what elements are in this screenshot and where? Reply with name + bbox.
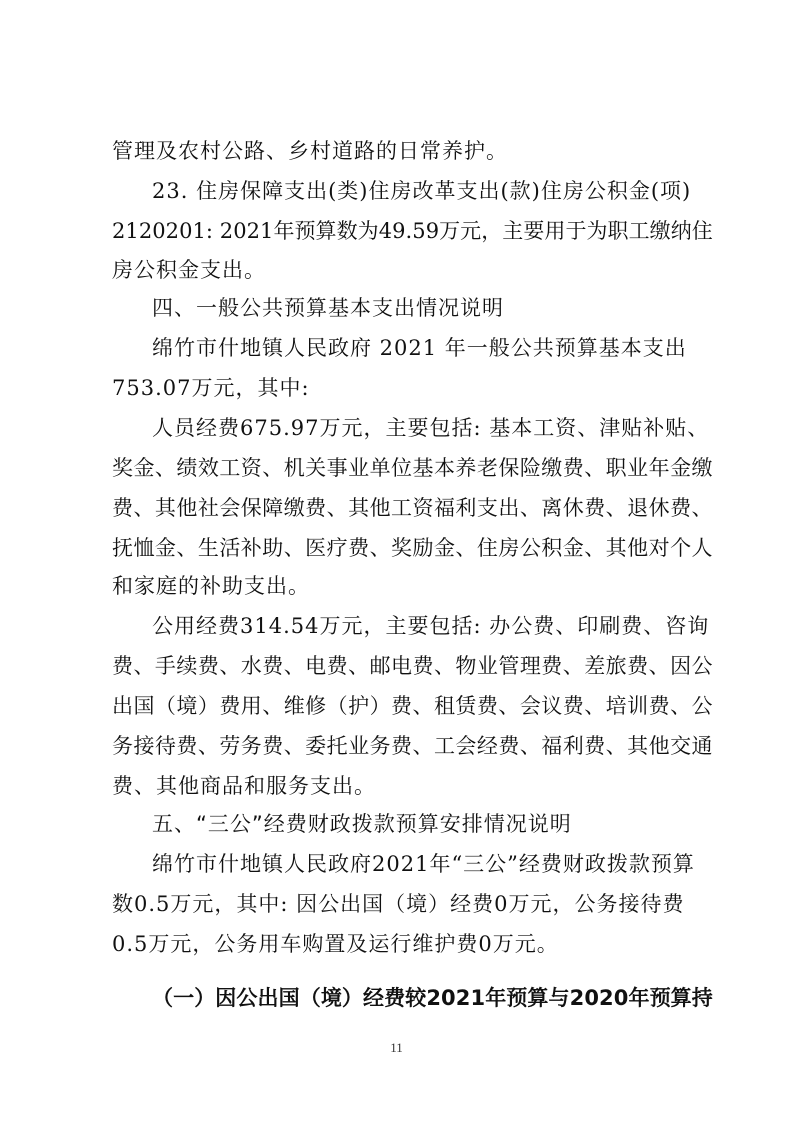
body-line: 数0.5万元，其中: 因公出国（境）经费0万元，公务接待费 xyxy=(112,892,685,916)
body-line: 绵竹市什地镇人民政府 2021 年一般公共预算基本支出 xyxy=(152,336,687,360)
body-line: 务接待费、劳务费、委托业务费、工会经费、福利费、其他交通 xyxy=(112,734,713,758)
body-line: 23. 住房保障支出(类)住房改革支出(款)住房公积金(项) xyxy=(152,179,692,203)
body-line: 奖金、绩效工资、机关事业单位基本养老保险缴费、职业年金缴 xyxy=(112,456,713,480)
body-line: 出国（境）费用、维修（护）费、租赁费、会议费、培训费、公 xyxy=(112,694,713,718)
body-line: 和家庭的补助支出。 xyxy=(112,574,310,598)
body-line: 0.5万元，公务用车购置及运行维护费0万元。 xyxy=(112,932,559,956)
body-line: 2120201: 2021年预算数为49.59万元，主要用于为职工缴纳住 xyxy=(112,219,713,243)
body-line: 费、手续费、水费、电费、邮电费、物业管理费、差旅费、因公 xyxy=(112,654,713,678)
section-heading: 五、“三公”经费财政拨款预算安排情况说明 xyxy=(152,812,572,836)
body-line: 费、其他社会保障缴费、其他工资福利支出、离休费、退休费、 xyxy=(112,496,713,520)
body-line: 人员经费675.97万元，主要包括: 基本工资、津贴补贴、 xyxy=(152,416,710,440)
body-line: 公用经费314.54万元，主要包括: 办公费、印刷费、咨询 xyxy=(152,614,710,638)
body-line: 管理及农村公路、乡村道路的日常养护。 xyxy=(112,139,508,163)
page-number: 11 xyxy=(390,1040,403,1055)
body-line: 753.07万元，其中: xyxy=(112,376,310,400)
body-line: 绵竹市什地镇人民政府2021年“三公”经费财政拨款预算 xyxy=(152,852,695,876)
subsection-heading: （一）因公出国（境）经费较2021年预算与2020年预算持 xyxy=(152,986,713,1010)
body-line: 抚恤金、生活补助、医疗费、奖励金、住房公积金、其他对个人 xyxy=(112,536,713,560)
section-heading: 四、一般公共预算基本支出情况说明 xyxy=(152,296,504,320)
body-line: 房公积金支出。 xyxy=(112,258,266,282)
body-line: 费、其他商品和服务支出。 xyxy=(112,774,376,798)
